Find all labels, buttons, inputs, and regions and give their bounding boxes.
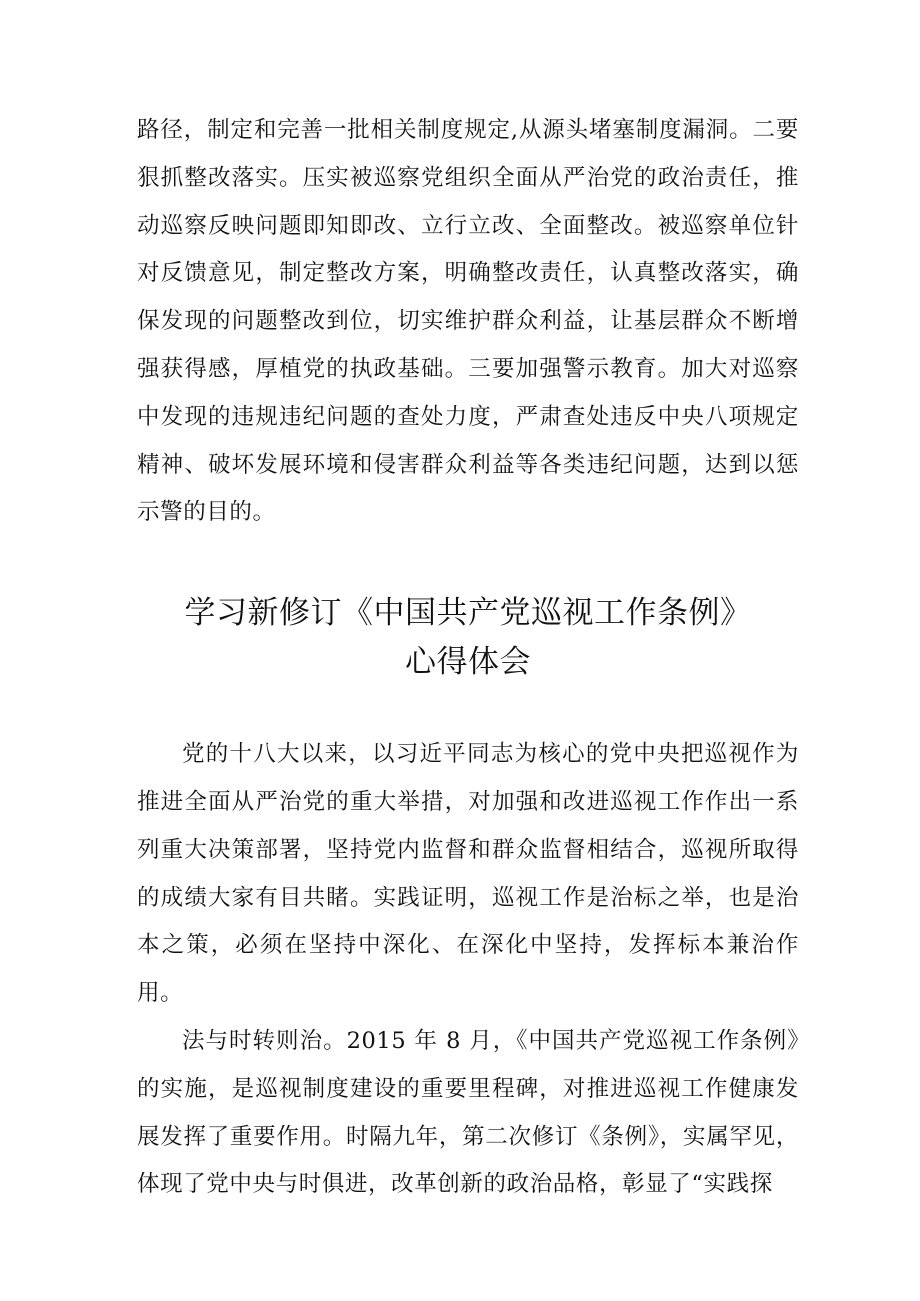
- paragraph-continuation: 路径，制定和完善一批相关制度规定,从源头堵塞制度漏洞。二要狠抓整改落实。压实被巡察党组织全面从严治党的政治责任，推动巡察反映问题即知即改、立行立改、全面整改。被巡察单位针对反馈意见，制定整改方案，明确整改责任，认真整改落实，确保发现的问题整改到位，切实维护群众利益，让基层群众不断增强获得感，厚植党的执政基础。三要加强警示教育。加大对巡察中发现的违规违纪问题的查处力度，严肃查处违反中央八项规定精神、破坏发展环境和侵害群众利益等各类违纪问题，达到以惩示警的目的。: [137, 117, 799, 526]
- paragraph-2: 法与时转则治。2015 年 8 月，《中国共产党巡视工作条例》的实施，是巡视制度建设的重要里程碑，对推进巡视工作健康发展发挥了重要作用。时隔九年，第二次修订《条例》，实属罕见，体现了党中央与时俱进，改革创新的政治品格，彰显了“实践探: [137, 1027, 799, 1198]
- document-content: [137, 107, 799, 1209]
- title-spacer: [137, 687, 799, 731]
- section-title: [137, 589, 799, 687]
- paragraph-1: 党的十八大以来，以习近平同志为核心的党中央把巡视作为推进全面从严治党的重大举措，对加强和改进巡视工作作出一系列重大决策部署，坚持党内监督和群众监督相结合，巡视所取得的成绩大家有目共睹。实践证明，巡视工作是治标之举，也是治本之策，必须在坚持中深化、在深化中坚持，发挥标本兼治作用。: [137, 741, 799, 1007]
- title-line-1: 学习新修订《中国共产党巡视工作条例》: [184, 595, 752, 632]
- title-line-2: 心得体会: [405, 644, 531, 681]
